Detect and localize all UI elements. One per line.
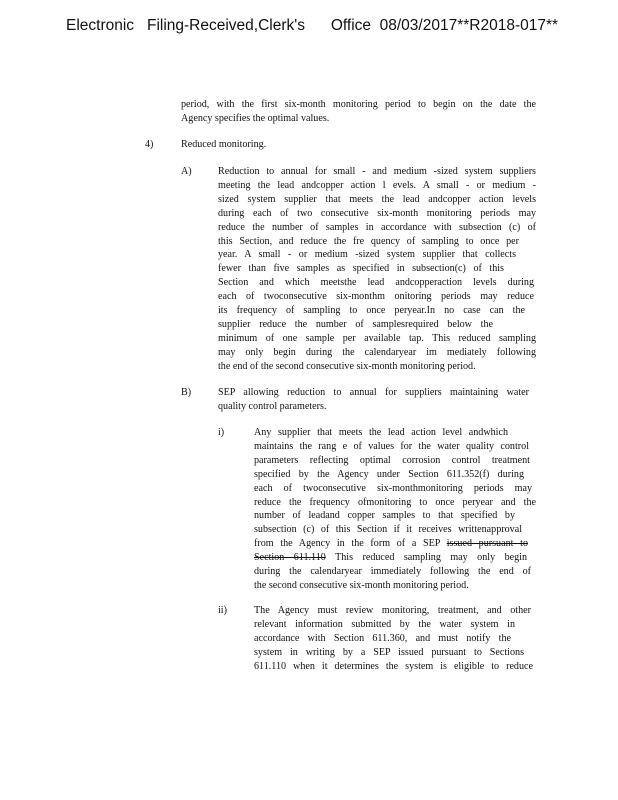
text-line: the end of the second consecutive six-month monitoring period. [218,360,476,372]
text-line: year. A small - or medium -sized system supplier that collects [218,249,516,261]
subitem-label: B) [181,387,192,398]
text-line: Section and which meetsthe lead andcopperaction levels during [218,277,534,289]
text-line: number of leadand copper samples to that specified by [254,510,515,522]
text-line: reduce the number of samples in accordance with subsection (c) of [218,221,536,233]
intro-paragraph [181,98,536,126]
text-line: this Section, and reduce the fre quency of sampling to once per [218,235,519,247]
text-line: each of twoconsecutive six-monthmonitoring periods may [254,482,532,494]
text-line: system in writing by a SEP issued pursuant to Sections [254,646,524,658]
text-line: sized system supplier that meets the lead andcopper action levels [218,193,536,205]
text-line: The Agency must review monitoring, treatment, and other [254,605,531,616]
text-line: during each of two consecutive six-month monitoring periods may [218,207,536,219]
clause-label: i) [218,427,225,438]
text-line: meeting the lead andcopper action l evels. A small - or medium - [218,179,536,191]
text-line: the second consecutive six-month monitoring period. [254,579,469,591]
clause-ii-paragraph [254,604,536,674]
struck-text: Section 611.110 [254,552,326,564]
text-line: 611.110 when it determines the system is eligible to reduce [254,660,533,672]
clause-i-paragraph [254,426,536,593]
text-line: fewer than five samples as specified in subsection(c) of this [218,263,504,275]
text-line: supplier reduce the number of samplesrequired below the [218,318,493,330]
text-line: specified by the Agency under Section 611.352(f) during [254,468,524,480]
subitem-a-paragraph [218,165,536,374]
text-line: period, with the first six-month monitoring period to begin on the date the [181,99,536,110]
text-line [254,551,527,565]
text-line: SEP allowing reduction to annual for suppliers maintaining water [218,387,529,398]
text-line: maintains the rang e of values for the water quality control [254,440,529,452]
text-line: each of twoconsecutive six-monthm onitoring periods may reduce [218,291,534,303]
struck-text: issued pursuant to [446,538,528,550]
text-line: its frequency of sampling to once peryear.In no case can the [218,305,525,317]
text-line: minimum of one sample per available tap. This reduced sampling [218,332,536,344]
text-line: Agency specifies the optimal values. [181,112,330,124]
text-line: Reduction to annual for small - and medium -sized system suppliers [218,166,536,177]
text-line: may only begin during the calendaryear im mediately following [218,346,536,358]
text-line: during the calendaryear immediately following the end of [254,566,531,578]
subitem-label: A) [181,166,192,177]
subitem-b-paragraph [218,386,529,414]
text-line: accordance with Section 611.360, and must notify the [254,632,511,644]
text-segment: from the Agency in the form of a SEP [254,538,441,550]
text-segment: This reduced sampling may only begin [335,552,527,564]
text-line: quality control parameters. [218,400,327,412]
text-line: reduce the frequency ofmonitoring to once peryear and the [254,496,536,508]
item-number: 4) [145,139,154,150]
text-line: relevant information submitted by the water system in [254,618,515,630]
text-line: Any supplier that meets the lead action level andwhich [254,427,508,438]
text-line: parameters reflecting optimal corrosion control treatment [254,454,530,466]
clause-label: ii) [218,605,227,616]
text-line [254,537,528,551]
text-line: subsection (c) of this Section if it receives writtenapproval [254,524,522,536]
filing-header: Electronic Filing-Received,Clerk's Office 08/03/2017**R2018-017** [66,17,559,34]
item-title: Reduced monitoring. [181,139,267,150]
